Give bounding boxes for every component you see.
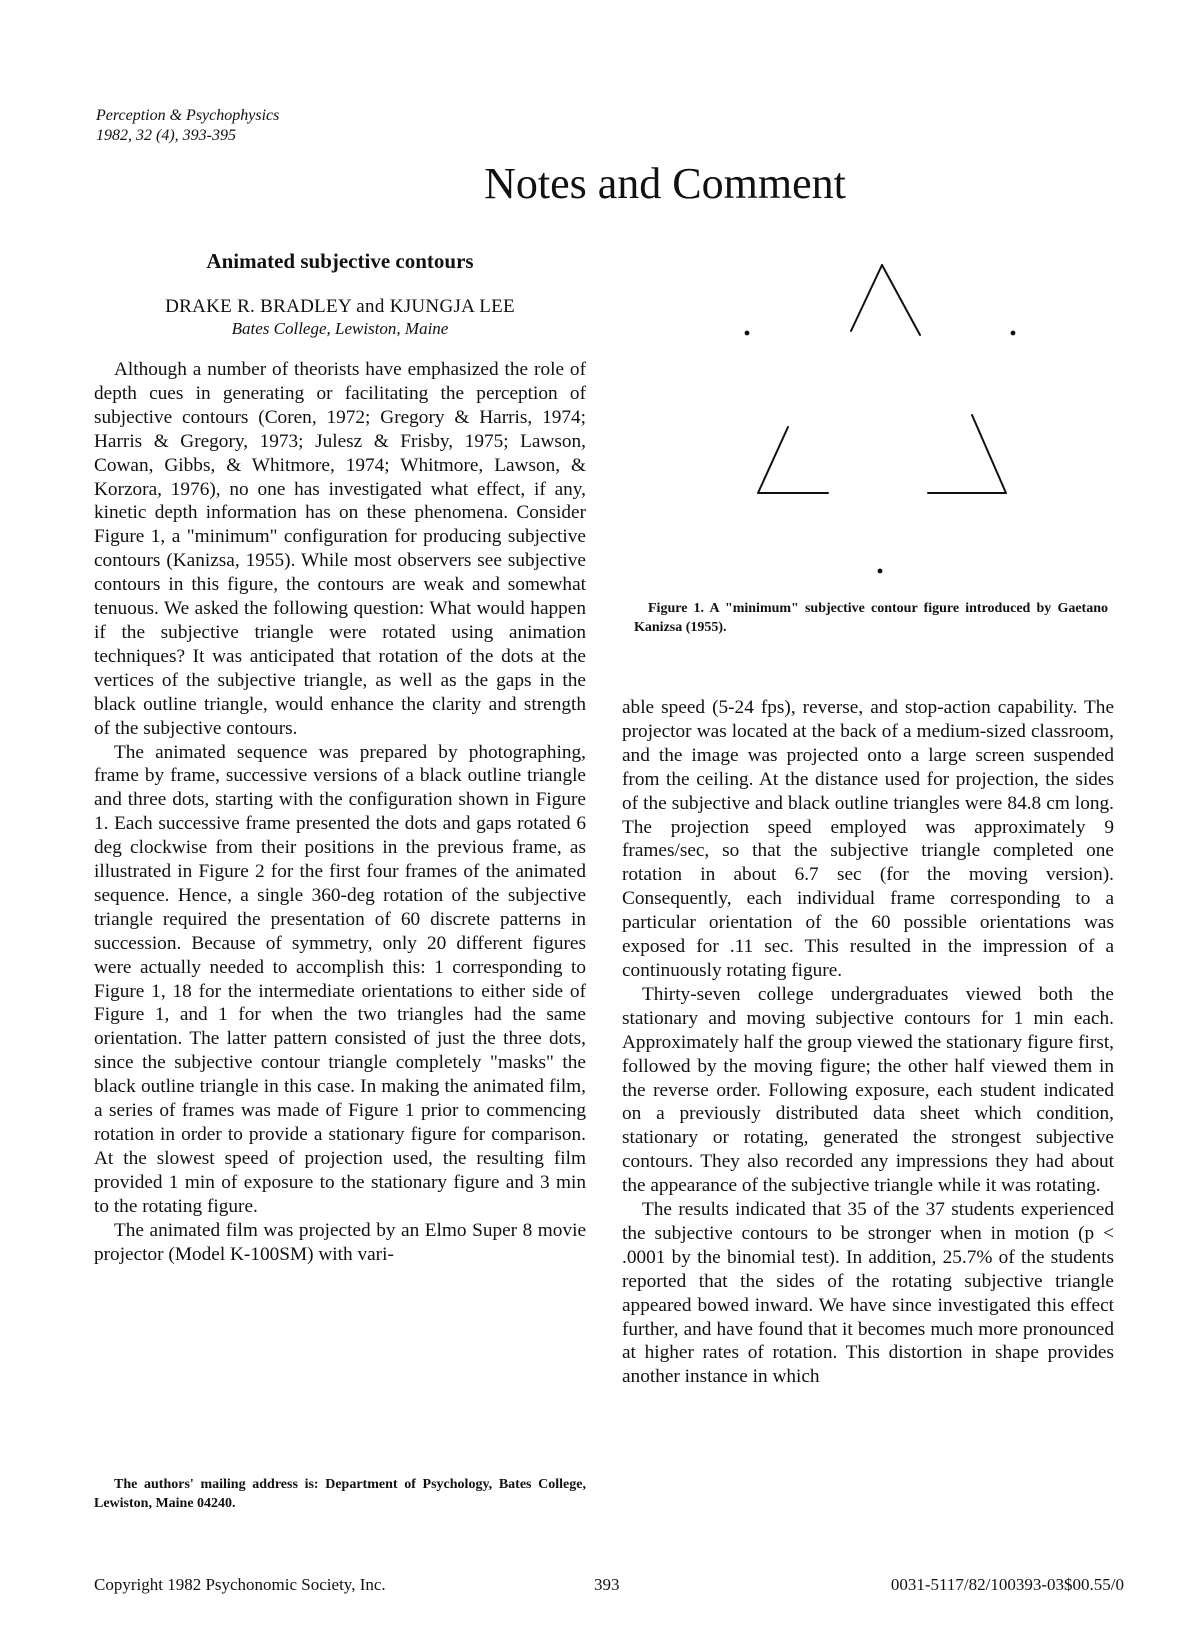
journal-citation xyxy=(96,106,279,146)
article-authors: DRAKE R. BRADLEY and KJUNGJA LEE xyxy=(165,296,515,317)
kanizsa-triangle-figure xyxy=(720,255,1040,585)
outline-segment xyxy=(882,265,920,335)
right-column xyxy=(622,696,1114,1389)
outline-segment xyxy=(758,427,788,493)
journal-volume: 1982, 32 (4), 393-395 xyxy=(96,127,236,144)
inducer-dot xyxy=(745,331,750,336)
article-code: 0031-5117/82/100393-03$00.55/0 xyxy=(890,1575,1124,1594)
left-column xyxy=(94,248,586,1266)
article-affiliation: Bates College, Lewiston, Maine xyxy=(231,319,449,338)
page-number: 393 xyxy=(594,1575,620,1594)
body-paragraph: able speed (5-24 fps), reverse, and stop-action capability. The projector was located at the back of a medium-sized classroom, and the image was projected onto a large screen suspended from the ceiling. At the distance used for projection, the sides of the subjective and black outline triangles were 84.8 cm long. The projection speed employed was approximately 9 frames/sec, so that the subjective triangle completed one rotation in about 6.7 sec (for the moving version). Consequently, each individual frame corresponding to a particular orientation of the 60 possible orientations was exposed for .11 sec. This resulted in the impression of a continuously rotating figure. xyxy=(622,697,1114,981)
figure-1 xyxy=(720,255,1040,585)
body-paragraph: Although a number of theorists have emphasized the role of depth cues in generating or facilitating the perception of subjective contours (Coren, 1972; Gregory & Harris, 1974; Harris & Gregory, 1973; Julesz & Frisby, 1975; Lawson, Cowan, Gibbs, & Whitmore, 1974; Whitmore, Lawson, & Korzora, 1976), no one has investigated what effect, if any, kinetic depth information has on these phenomena. Consider Figure 1, a "minimum" configuration for producing subjective contours (Kanizsa, 1955). While most observers see subjective contours in this figure, the contours are weak and somewhat tenuous. We asked the following question: What would happen if the subjective triangle were rotated using animation techniques? It was anticipated that rotation of the dots at the vertices of the subjective triangle, as well as the gaps in the black outline triangle, would enhance the clarity and strength of the subjective contours. xyxy=(94,359,586,739)
outline-segment xyxy=(972,415,1006,493)
author-footnote: The authors' mailing address is: Department of Psychology, Bates College, Lewiston, Maine 04240. xyxy=(94,1477,586,1511)
body-paragraph: The animated film was projected by an Elmo Super 8 movie projector (Model K-100SM) with vari- xyxy=(94,1219,586,1265)
section-title: Notes and Comment xyxy=(484,159,846,208)
inducer-dot xyxy=(1011,331,1016,336)
outline-segment xyxy=(851,265,882,331)
inducer-dot xyxy=(878,569,883,574)
body-paragraph: The animated sequence was prepared by photographing, frame by frame, successive versions of a black outline triangle and three dots, starting with the configuration shown in Figure 1. Each successive frame presented the dots and gaps rotated 6 deg clockwise from their positions in the previous frame, as illustrated in Figure 2 for the first four frames of the animated sequence. Hence, a single 360-deg rotation of the subjective triangle required the presentation of 60 discrete patterns in succession. Because of symmetry, only 20 different figures were actually needed to accomplish this: 1 corresponding to Figure 1, 18 for the intermediate orientations to either side of Figure 1, and 1 for when the two triangles had the same orientation. The latter pattern consisted of just the three dots, since the subjective contour triangle completely "masks" the black outline triangle in this case. In making the animated film, a series of frames was made of Figure 1 prior to commencing rotation in order to provide a stationary figure for comparison. At the slowest speed of projection used, the resulting film provided 1 min of exposure to the stationary figure and 3 min to the rotating figure. xyxy=(94,741,586,1217)
journal-name: Perception & Psychophysics xyxy=(96,107,280,124)
copyright-notice: Copyright 1982 Psychonomic Society, Inc. xyxy=(94,1575,386,1594)
figure-caption: Figure 1. A "minimum" subjective contour figure introduced by Gaetano Kanizsa (1955). xyxy=(634,601,1108,635)
body-paragraph: Thirty-seven college undergraduates viewed both the stationary and moving subjective contours for 1 min each. Approximately half the group viewed the stationary figure first, followed by the moving figure; the other half viewed them in the reverse order. Following exposure, each student indicated on a previously distributed data sheet which condition, stationary or rotating, generated the strongest subjective contours. They also recorded any impressions they had about the appearance of the subjective triangle while it was rotating. xyxy=(622,983,1114,1197)
article-title: Animated subjective contours xyxy=(206,249,474,273)
body-paragraph: The results indicated that 35 of the 37 students experienced the subjective contours to be stronger when in motion (p < .0001 by the binomial test). In addition, 25.7% of the students reported that the sides of the rotating subjective triangle appeared bowed inward. We have since investigated this effect further, and have found that it becomes much more pronounced at higher rates of rotation. This distortion in shape provides another instance in which xyxy=(622,1199,1114,1388)
